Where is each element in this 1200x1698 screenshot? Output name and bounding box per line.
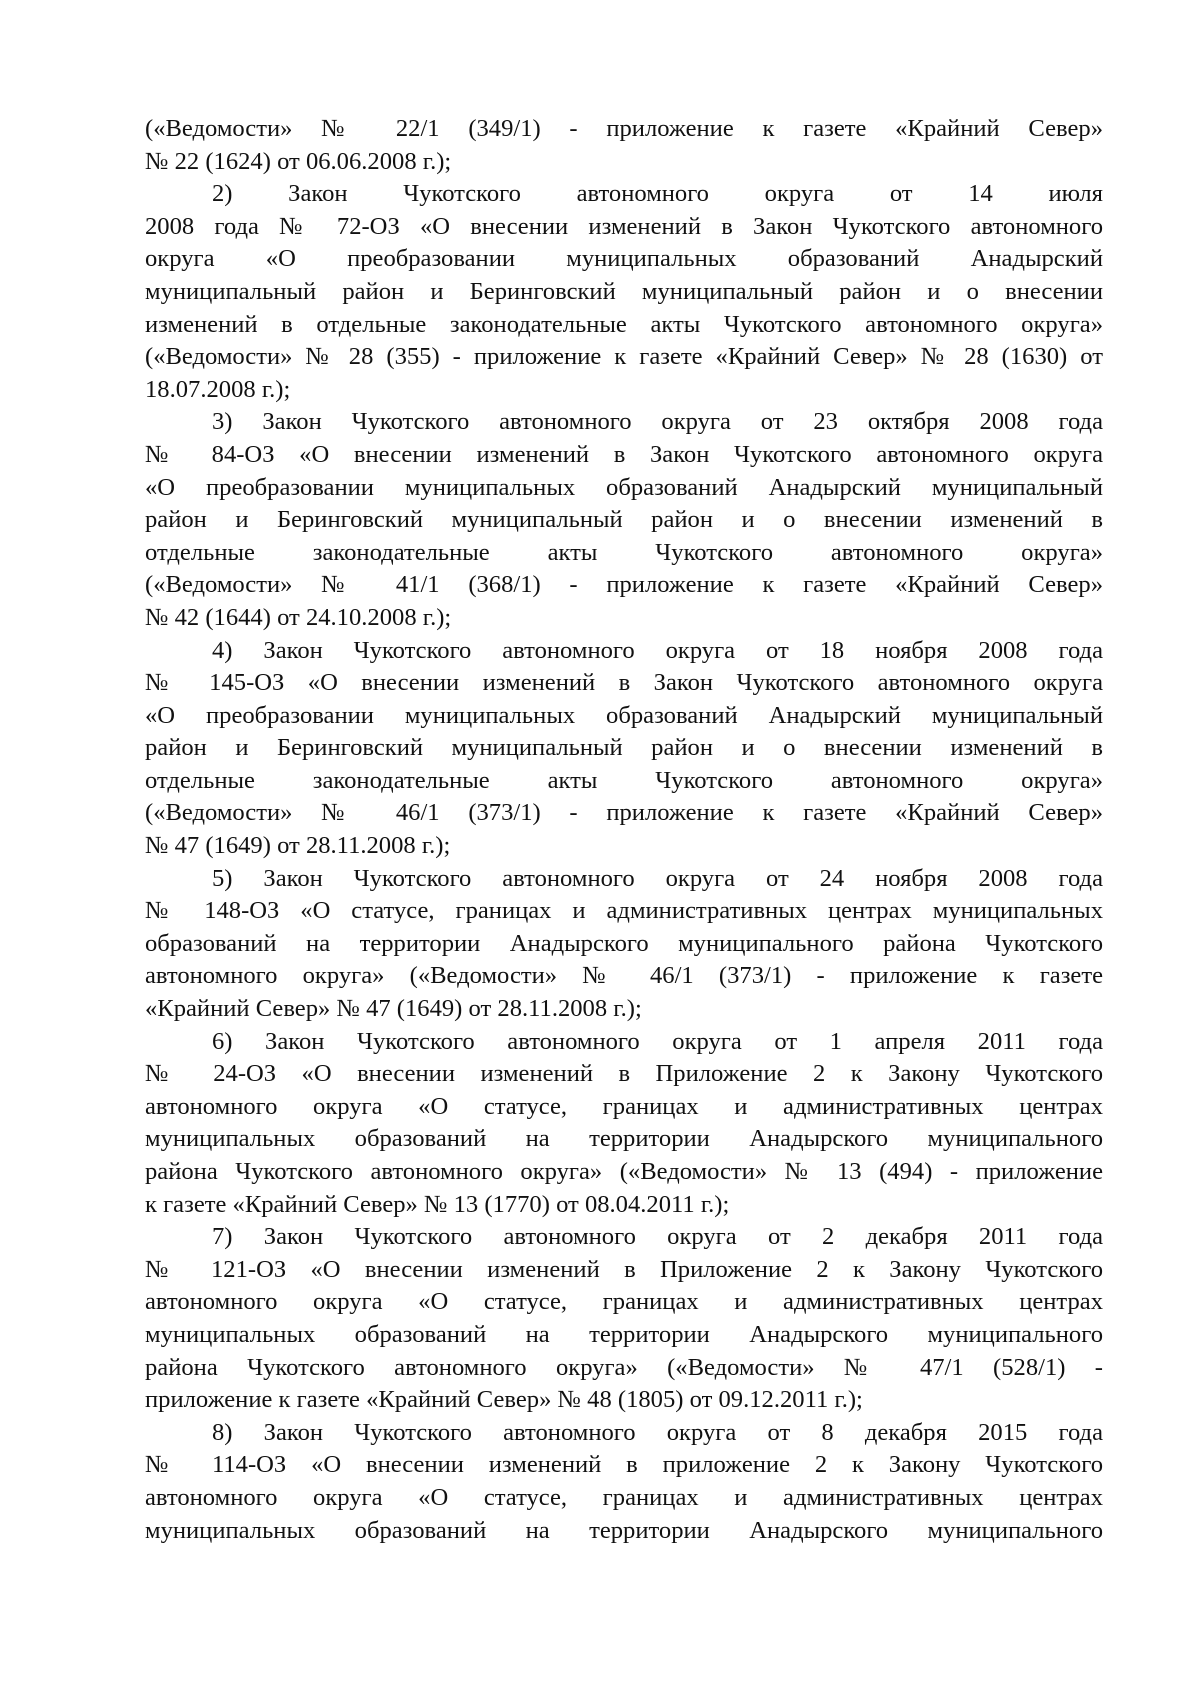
text-line: изменений в отдельные законодательные акты Чукотского автономного округа» bbox=[145, 310, 1103, 338]
paragraph-first-line: 5) Закон Чукотского автономного округа от 24 ноября 2008 года bbox=[212, 864, 1103, 892]
paragraph-first-line: 2) Закон Чукотского автономного округа от 14 июля bbox=[212, 180, 1103, 208]
text-line: муниципальный район и Беринговский муниципальный район и о внесении bbox=[145, 277, 1103, 305]
paragraph-first-line: 8) Закон Чукотского автономного округа от 8 декабря 2015 года bbox=[212, 1418, 1103, 1446]
text-line: автономного округа» («Ведомости» № 46/1 (373/1) - приложение к газете bbox=[145, 962, 1103, 990]
text-line: отдельные законодательные акты Чукотского автономного округа» bbox=[145, 766, 1103, 794]
paragraph-first-line: 6) Закон Чукотского автономного округа от 1 апреля 2011 года bbox=[212, 1027, 1103, 1055]
text-line: № 145-ОЗ «О внесении изменений в Закон Чукотского автономного округа bbox=[145, 669, 1103, 697]
text-line: («Ведомости» № 22/1 (349/1) - приложение к газете «Крайний Север» bbox=[145, 115, 1103, 142]
text-line: 2008 года № 72-ОЗ «О внесении изменений в Закон Чукотского автономного bbox=[145, 212, 1103, 240]
text-line: № 42 (1644) от 24.10.2008 г.); bbox=[145, 603, 452, 631]
text-line: округа «О преобразовании муниципальных образований Анадырский bbox=[145, 245, 1103, 273]
text-line: № 24-ОЗ «О внесении изменений в Приложение 2 к Закону Чукотского bbox=[145, 1060, 1103, 1088]
text-line: № 148-ОЗ «О статусе, границах и административных центрах муниципальных bbox=[145, 897, 1103, 925]
text-line: муниципальных образований на территории Анадырского муниципального bbox=[145, 1320, 1103, 1348]
text-line: автономного округа «О статусе, границах и административных центрах bbox=[145, 1288, 1103, 1316]
text-line: к газете «Крайний Север» № 13 (1770) от 08.04.2011 г.); bbox=[145, 1190, 730, 1218]
text-line: района Чукотского автономного округа» («Ведомости» № 47/1 (528/1) - bbox=[145, 1353, 1103, 1381]
text-line: «Крайний Север» № 47 (1649) от 28.11.2008 г.); bbox=[145, 995, 642, 1023]
text-line: района Чукотского автономного округа» («Ведомости» № 13 (494) - приложение bbox=[145, 1158, 1103, 1185]
text-line: № 47 (1649) от 28.11.2008 г.); bbox=[145, 832, 451, 860]
text-line: («Ведомости» № 46/1 (373/1) - приложение к газете «Крайний Север» bbox=[145, 799, 1103, 827]
text-line: муниципальных образований на территории Анадырского муниципального bbox=[145, 1516, 1103, 1544]
text-line: район и Беринговский муниципальный район и о внесении изменений в bbox=[145, 506, 1103, 534]
text-line: приложение к газете «Крайний Север» № 48 (1805) от 09.12.2011 г.); bbox=[145, 1386, 863, 1414]
text-line: район и Беринговский муниципальный район и о внесении изменений в bbox=[145, 734, 1103, 762]
document-page bbox=[145, 113, 1103, 1547]
paragraph-first-line: 3) Закон Чукотского автономного округа от 23 октября 2008 года bbox=[212, 408, 1103, 436]
text-line: № 114-ОЗ «О внесении изменений в приложение 2 к Закону Чукотского bbox=[145, 1451, 1103, 1479]
text-line: образований на территории Анадырского муниципального района Чукотского bbox=[145, 929, 1103, 957]
text-line: № 121-ОЗ «О внесении изменений в Приложение 2 к Закону Чукотского bbox=[145, 1255, 1103, 1283]
text-line: отдельные законодательные акты Чукотского автономного округа» bbox=[145, 538, 1103, 566]
paragraph-first-line: 7) Закон Чукотского автономного округа от 2 декабря 2011 года bbox=[212, 1223, 1103, 1251]
text-line: («Ведомости» № 41/1 (368/1) - приложение к газете «Крайний Север» bbox=[145, 571, 1103, 599]
text-line: № 22 (1624) от 06.06.2008 г.); bbox=[145, 147, 452, 175]
text-line: 18.07.2008 г.); bbox=[145, 375, 291, 403]
text-line: автономного округа «О статусе, границах и административных центрах bbox=[145, 1092, 1103, 1120]
text-line: муниципальных образований на территории Анадырского муниципального bbox=[145, 1125, 1103, 1153]
text-line: («Ведомости» № 28 (355) - приложение к газете «Крайний Север» № 28 (1630) от bbox=[145, 343, 1103, 371]
text-line: «О преобразовании муниципальных образований Анадырский муниципальный bbox=[145, 701, 1103, 729]
paragraph-first-line: 4) Закон Чукотского автономного округа от 18 ноября 2008 года bbox=[212, 636, 1103, 664]
text-line: «О преобразовании муниципальных образований Анадырский муниципальный bbox=[145, 473, 1103, 501]
text-line: № 84-ОЗ «О внесении изменений в Закон Чукотского автономного округа bbox=[145, 440, 1103, 468]
text-line: автономного округа «О статусе, границах и административных центрах bbox=[145, 1483, 1103, 1511]
